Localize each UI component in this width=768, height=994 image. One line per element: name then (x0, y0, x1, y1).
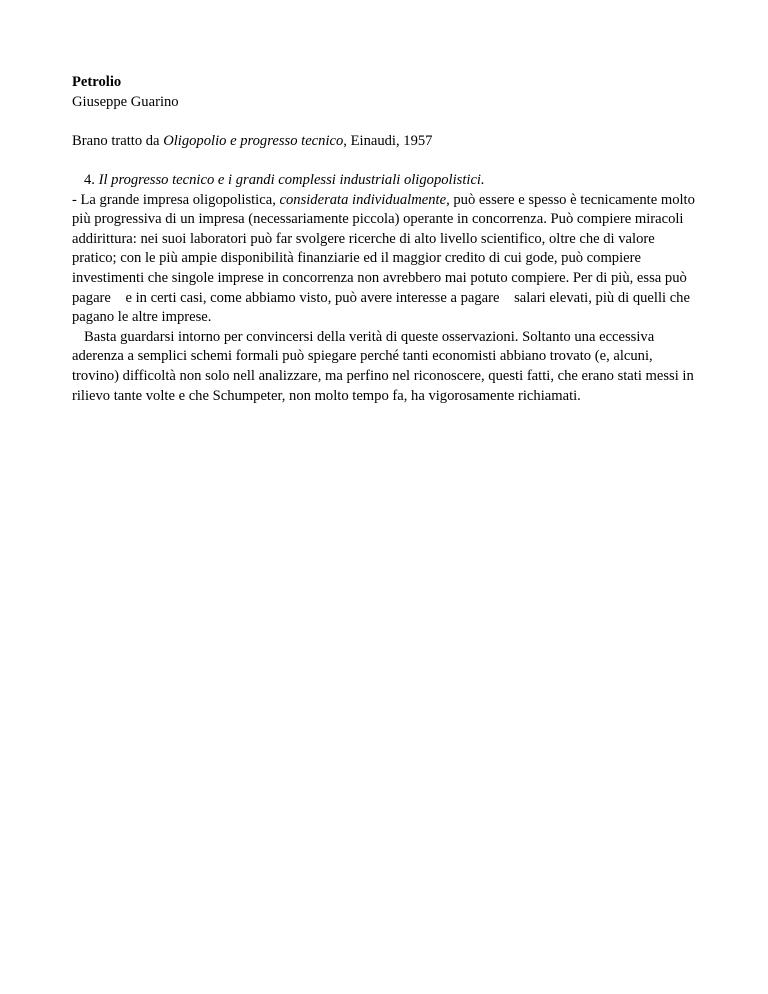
source-suffix: , Einaudi, 1957 (343, 132, 433, 149)
paragraph-2: Basta guardarsi intorno per convincersi della verità di queste osservazioni. Soltanto una eccessiva aderenza a semplici schemi formali può spiegare perché tanti economisti abbiano trovato (e, alcuni, trovino) difficoltà non solo nell analizzare, ma perfino nel riconoscere, questi fatti, che erano stati messi in rilievo tante volte e che Schumpeter, non molto tempo fa, ha vigorosamente richiamati. (72, 328, 694, 404)
document-author: Giuseppe Guarino (72, 93, 179, 110)
spacer (72, 112, 702, 132)
paragraph-1-emphasis: considerata individualmente, (279, 191, 450, 208)
source-prefix: Brano tratto da (72, 132, 164, 149)
paragraph-1-start: - La grande impresa oligopolistica, (72, 191, 280, 208)
source-book-title: Oligopolio e progresso tecnico (163, 132, 344, 149)
paragraph-1 (72, 191, 702, 328)
document-page (72, 73, 702, 406)
document-title: Petrolio (72, 74, 122, 90)
spacer (72, 151, 702, 171)
source-line (72, 132, 702, 152)
paragraph-1-rest: può essere e spesso è tecnicamente molto più progressiva di un impresa (necessariamente piccola) operante in concorrenza. Può compiere miracoli addirittura: nei suoi laboratori può far svolgere ricerche di alto livello scientifico, oltre che di valore pratico; con le più ampie disponibilità finanziarie ed il maggior credito di cui gode, può compiere investimenti che singole imprese in concorrenza non avrebbero mai potuto compiere. Per di più, essa può pagare e in certi casi, come abbiamo visto, può avere interesse a pagare salari elevati, più di quelli che pagano le altre imprese. (72, 191, 699, 326)
section-heading-text: Il progresso tecnico e i grandi complessi industriali oligopolistici. (98, 171, 485, 188)
section-number: 4. (84, 171, 99, 188)
section-heading (72, 171, 702, 191)
